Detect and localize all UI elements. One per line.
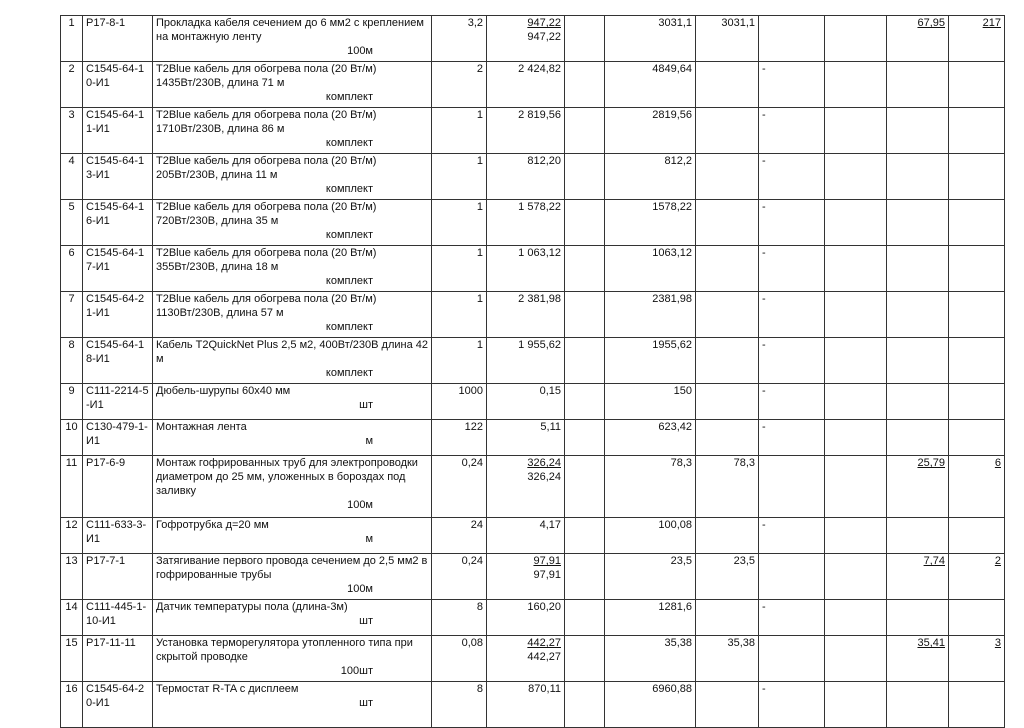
item-description <box>153 518 432 554</box>
salary-cost: 35,38 <box>696 636 759 682</box>
price-value: 2 424,82 <box>518 63 561 75</box>
dash-cell <box>759 456 825 518</box>
salary-cost <box>696 154 759 200</box>
empty-cell <box>565 154 605 200</box>
quantity: 1 <box>432 292 487 338</box>
salary-cost <box>696 600 759 636</box>
total-cost: 623,42 <box>605 420 696 456</box>
description-text: T2Blue кабель для обогрева пола (20 Вт/м) 355Вт/230В, длина 18 м <box>156 247 377 273</box>
salary-cost <box>696 338 759 384</box>
unit-price <box>487 600 565 636</box>
total-cost: 1578,22 <box>605 200 696 246</box>
quantity: 24 <box>432 518 487 554</box>
labor-hours <box>949 384 1005 420</box>
item-description <box>153 384 432 420</box>
item-code: С1545-64-16-И1 <box>83 200 153 246</box>
total-cost: 35,38 <box>605 636 696 682</box>
empty-cell <box>565 600 605 636</box>
empty-cell <box>825 16 887 62</box>
row-number: 2 <box>61 62 83 108</box>
total-cost: 23,5 <box>605 554 696 600</box>
salary-cost <box>696 292 759 338</box>
table-row <box>61 16 1005 62</box>
labor-cost <box>887 600 949 636</box>
table-row <box>61 200 1005 246</box>
empty-cell <box>825 292 887 338</box>
price-value: 326,24 <box>527 457 561 469</box>
unit-label: шт <box>359 399 373 411</box>
row-number: 1 <box>61 16 83 62</box>
price-value: 947,22 <box>527 17 561 29</box>
table-row <box>61 420 1005 456</box>
row-number: 16 <box>61 682 83 728</box>
price-value: 2 381,98 <box>518 293 561 305</box>
salary-cost <box>696 518 759 554</box>
empty-cell <box>825 600 887 636</box>
table-row <box>61 384 1005 420</box>
empty-cell <box>825 62 887 108</box>
price-value: 1 578,22 <box>518 201 561 213</box>
item-code: С1545-64-11-И1 <box>83 108 153 154</box>
empty-cell <box>825 246 887 292</box>
empty-cell <box>565 554 605 600</box>
item-code: С1545-64-18-И1 <box>83 338 153 384</box>
quantity: 3,2 <box>432 16 487 62</box>
price-value: 4,17 <box>539 519 561 531</box>
unit-price <box>487 384 565 420</box>
labor-hours: 3 <box>949 636 1005 682</box>
description-text: Затягивание первого провода сечением до 2,5 мм2 в гофрированные трубы <box>156 555 428 581</box>
row-number: 15 <box>61 636 83 682</box>
labor-hours <box>949 600 1005 636</box>
unit-price <box>487 246 565 292</box>
row-number: 8 <box>61 338 83 384</box>
price-salary-value: 326,24 <box>527 471 561 483</box>
empty-cell <box>565 108 605 154</box>
dash-cell: - <box>759 600 825 636</box>
item-description <box>153 154 432 200</box>
unit-label: м <box>365 435 373 447</box>
price-salary-value: 442,27 <box>527 651 561 663</box>
labor-cost <box>887 292 949 338</box>
quantity: 8 <box>432 682 487 728</box>
unit-price <box>487 636 565 682</box>
description-text: Монтажная лента <box>156 421 247 433</box>
labor-cost: 7,74 <box>887 554 949 600</box>
empty-cell <box>825 554 887 600</box>
dash-cell <box>759 636 825 682</box>
total-cost: 4849,64 <box>605 62 696 108</box>
price-value: 442,27 <box>527 637 561 649</box>
item-code: Р17-6-9 <box>83 456 153 518</box>
labor-cost <box>887 200 949 246</box>
labor-hours <box>949 682 1005 728</box>
item-code: С130-479-1-И1 <box>83 420 153 456</box>
unit-label: комплект <box>325 367 373 379</box>
price-salary-value: 97,91 <box>533 569 561 581</box>
row-number: 9 <box>61 384 83 420</box>
empty-cell <box>825 154 887 200</box>
unit-label: комплект <box>325 321 373 333</box>
estimate-table <box>60 15 1005 728</box>
unit-label: 100м <box>347 499 373 511</box>
dash-cell <box>759 16 825 62</box>
quantity: 1 <box>432 338 487 384</box>
row-number: 14 <box>61 600 83 636</box>
dash-cell: - <box>759 384 825 420</box>
table-row <box>61 636 1005 682</box>
empty-cell <box>565 518 605 554</box>
salary-cost <box>696 62 759 108</box>
item-code: С1545-64-21-И1 <box>83 292 153 338</box>
quantity: 1 <box>432 154 487 200</box>
price-value: 0,15 <box>539 385 561 397</box>
dash-cell: - <box>759 154 825 200</box>
empty-cell <box>565 456 605 518</box>
item-description <box>153 636 432 682</box>
table-row <box>61 456 1005 518</box>
item-description <box>153 200 432 246</box>
unit-price <box>487 154 565 200</box>
dash-cell: - <box>759 246 825 292</box>
row-number: 13 <box>61 554 83 600</box>
salary-cost <box>696 682 759 728</box>
unit-price <box>487 292 565 338</box>
labor-cost <box>887 62 949 108</box>
salary-cost <box>696 420 759 456</box>
empty-cell <box>565 246 605 292</box>
description-text: T2Blue кабель для обогрева пола (20 Вт/м) 1130Вт/230В, длина 57 м <box>156 293 377 319</box>
item-code: С111-633-3-И1 <box>83 518 153 554</box>
item-code: С1545-64-13-И1 <box>83 154 153 200</box>
unit-label: комплект <box>325 91 373 103</box>
item-description <box>153 62 432 108</box>
empty-cell <box>825 518 887 554</box>
item-description <box>153 292 432 338</box>
unit-label: комплект <box>325 229 373 241</box>
total-cost: 1281,6 <box>605 600 696 636</box>
unit-label: шт <box>359 697 373 709</box>
row-number: 12 <box>61 518 83 554</box>
labor-cost: 35,41 <box>887 636 949 682</box>
unit-label: комплект <box>325 137 373 149</box>
description-text: T2Blue кабель для обогрева пола (20 Вт/м) 720Вт/230В, длина 35 м <box>156 201 377 227</box>
price-salary-value: 947,22 <box>527 31 561 43</box>
labor-hours <box>949 518 1005 554</box>
dash-cell: - <box>759 338 825 384</box>
quantity: 0,24 <box>432 456 487 518</box>
item-description <box>153 600 432 636</box>
labor-hours: 6 <box>949 456 1005 518</box>
unit-price <box>487 108 565 154</box>
labor-hours <box>949 108 1005 154</box>
empty-cell <box>825 200 887 246</box>
unit-label: 100м <box>347 45 373 57</box>
unit-label: 100м <box>347 583 373 595</box>
dash-cell <box>759 554 825 600</box>
description-text: T2Blue кабель для обогрева пола (20 Вт/м) 1710Вт/230В, длина 86 м <box>156 109 377 135</box>
salary-cost <box>696 108 759 154</box>
item-description <box>153 16 432 62</box>
table-row <box>61 600 1005 636</box>
quantity: 1000 <box>432 384 487 420</box>
dash-cell: - <box>759 108 825 154</box>
item-code: Р17-7-1 <box>83 554 153 600</box>
dash-cell: - <box>759 292 825 338</box>
table-row <box>61 682 1005 728</box>
item-code: С1545-64-20-И1 <box>83 682 153 728</box>
description-text: Датчик температуры пола (длина-3м) <box>156 601 348 613</box>
description-text: Прокладка кабеля сечением до 6 мм2 с креплением на монтажную ленту <box>156 17 424 43</box>
empty-cell <box>565 200 605 246</box>
labor-hours: 2 <box>949 554 1005 600</box>
quantity: 0,24 <box>432 554 487 600</box>
empty-cell <box>825 420 887 456</box>
table-row <box>61 62 1005 108</box>
price-value: 97,91 <box>533 555 561 567</box>
price-value: 160,20 <box>527 601 561 613</box>
unit-price <box>487 518 565 554</box>
quantity: 0,08 <box>432 636 487 682</box>
labor-hours <box>949 246 1005 292</box>
unit-price <box>487 456 565 518</box>
table-row <box>61 108 1005 154</box>
price-value: 812,20 <box>527 155 561 167</box>
item-description <box>153 338 432 384</box>
total-cost: 2819,56 <box>605 108 696 154</box>
unit-price <box>487 62 565 108</box>
price-value: 870,11 <box>528 683 561 695</box>
unit-price <box>487 554 565 600</box>
row-number: 7 <box>61 292 83 338</box>
description-text: Гофротрубка д=20 мм <box>156 519 269 531</box>
labor-hours: 217 <box>949 16 1005 62</box>
empty-cell <box>825 108 887 154</box>
labor-cost <box>887 154 949 200</box>
total-cost: 150 <box>605 384 696 420</box>
empty-cell <box>565 420 605 456</box>
labor-hours <box>949 292 1005 338</box>
dash-cell: - <box>759 200 825 246</box>
description-text: Установка терморегулятора утопленного типа при скрытой проводке <box>156 637 413 663</box>
price-value: 1 063,12 <box>518 247 561 259</box>
labor-cost: 25,79 <box>887 456 949 518</box>
labor-cost <box>887 246 949 292</box>
quantity: 8 <box>432 600 487 636</box>
unit-price <box>487 16 565 62</box>
description-text: T2Blue кабель для обогрева пола (20 Вт/м) 1435Вт/230В, длина 71 м <box>156 63 377 89</box>
estimate-body <box>61 16 1005 728</box>
total-cost: 3031,1 <box>605 16 696 62</box>
description-text: Термостат R-TA с дисплеем <box>156 683 299 695</box>
salary-cost <box>696 200 759 246</box>
unit-price <box>487 200 565 246</box>
item-code: С111-445-1-10-И1 <box>83 600 153 636</box>
quantity: 2 <box>432 62 487 108</box>
labor-cost <box>887 420 949 456</box>
unit-label: комплект <box>325 275 373 287</box>
empty-cell <box>565 636 605 682</box>
item-description <box>153 246 432 292</box>
table-row <box>61 338 1005 384</box>
labor-cost <box>887 682 949 728</box>
item-code: С111-2214-5-И1 <box>83 384 153 420</box>
salary-cost <box>696 384 759 420</box>
description-text: Дюбель-шурупы 60х40 мм <box>156 385 291 397</box>
empty-cell <box>825 456 887 518</box>
row-number: 4 <box>61 154 83 200</box>
dash-cell: - <box>759 420 825 456</box>
empty-cell <box>825 636 887 682</box>
dash-cell: - <box>759 682 825 728</box>
dash-cell: - <box>759 518 825 554</box>
row-number: 10 <box>61 420 83 456</box>
empty-cell <box>565 682 605 728</box>
quantity: 1 <box>432 246 487 292</box>
price-value: 2 819,56 <box>518 109 561 121</box>
empty-cell <box>825 338 887 384</box>
item-description <box>153 456 432 518</box>
labor-cost: 67,95 <box>887 16 949 62</box>
unit-label: шт <box>359 615 373 627</box>
row-number: 6 <box>61 246 83 292</box>
price-value: 1 955,62 <box>518 339 561 351</box>
labor-hours <box>949 62 1005 108</box>
empty-cell <box>565 292 605 338</box>
labor-hours <box>949 200 1005 246</box>
empty-cell <box>825 384 887 420</box>
empty-cell <box>565 16 605 62</box>
quantity: 1 <box>432 108 487 154</box>
salary-cost: 23,5 <box>696 554 759 600</box>
total-cost: 812,2 <box>605 154 696 200</box>
salary-cost: 78,3 <box>696 456 759 518</box>
table-row <box>61 518 1005 554</box>
item-code: С1545-64-17-И1 <box>83 246 153 292</box>
total-cost: 100,08 <box>605 518 696 554</box>
item-description <box>153 108 432 154</box>
unit-label: м <box>365 533 373 545</box>
total-cost: 6960,88 <box>605 682 696 728</box>
description-text: T2Blue кабель для обогрева пола (20 Вт/м) 205Вт/230В, длина 11 м <box>156 155 377 181</box>
unit-price <box>487 420 565 456</box>
item-description <box>153 682 432 728</box>
item-code: Р17-11-11 <box>83 636 153 682</box>
item-description <box>153 554 432 600</box>
unit-label: комплект <box>325 183 373 195</box>
salary-cost <box>696 246 759 292</box>
unit-label: 100шт <box>340 665 373 677</box>
labor-cost <box>887 384 949 420</box>
item-code: С1545-64-10-И1 <box>83 62 153 108</box>
row-number: 3 <box>61 108 83 154</box>
table-row <box>61 554 1005 600</box>
labor-hours <box>949 420 1005 456</box>
salary-cost: 3031,1 <box>696 16 759 62</box>
unit-price <box>487 682 565 728</box>
total-cost: 2381,98 <box>605 292 696 338</box>
labor-hours <box>949 338 1005 384</box>
row-number: 5 <box>61 200 83 246</box>
empty-cell <box>825 682 887 728</box>
table-row <box>61 292 1005 338</box>
table-row <box>61 246 1005 292</box>
description-text: Кабель T2QuickNet Plus 2,5 м2, 400Вт/230В длина 42 м <box>156 339 429 365</box>
item-description <box>153 420 432 456</box>
quantity: 1 <box>432 200 487 246</box>
dash-cell: - <box>759 62 825 108</box>
unit-price <box>487 338 565 384</box>
table-row <box>61 154 1005 200</box>
row-number: 11 <box>61 456 83 518</box>
empty-cell <box>565 62 605 108</box>
labor-cost <box>887 518 949 554</box>
empty-cell <box>565 384 605 420</box>
labor-cost <box>887 108 949 154</box>
quantity: 122 <box>432 420 487 456</box>
total-cost: 78,3 <box>605 456 696 518</box>
description-text: Монтаж гофрированных труб для электропроводки диаметром до 25 мм, уложенных в бороздах под заливку <box>156 457 418 497</box>
labor-hours <box>949 154 1005 200</box>
total-cost: 1063,12 <box>605 246 696 292</box>
item-code: Р17-8-1 <box>83 16 153 62</box>
labor-cost <box>887 338 949 384</box>
total-cost: 1955,62 <box>605 338 696 384</box>
empty-cell <box>565 338 605 384</box>
price-value: 5,11 <box>540 421 561 433</box>
